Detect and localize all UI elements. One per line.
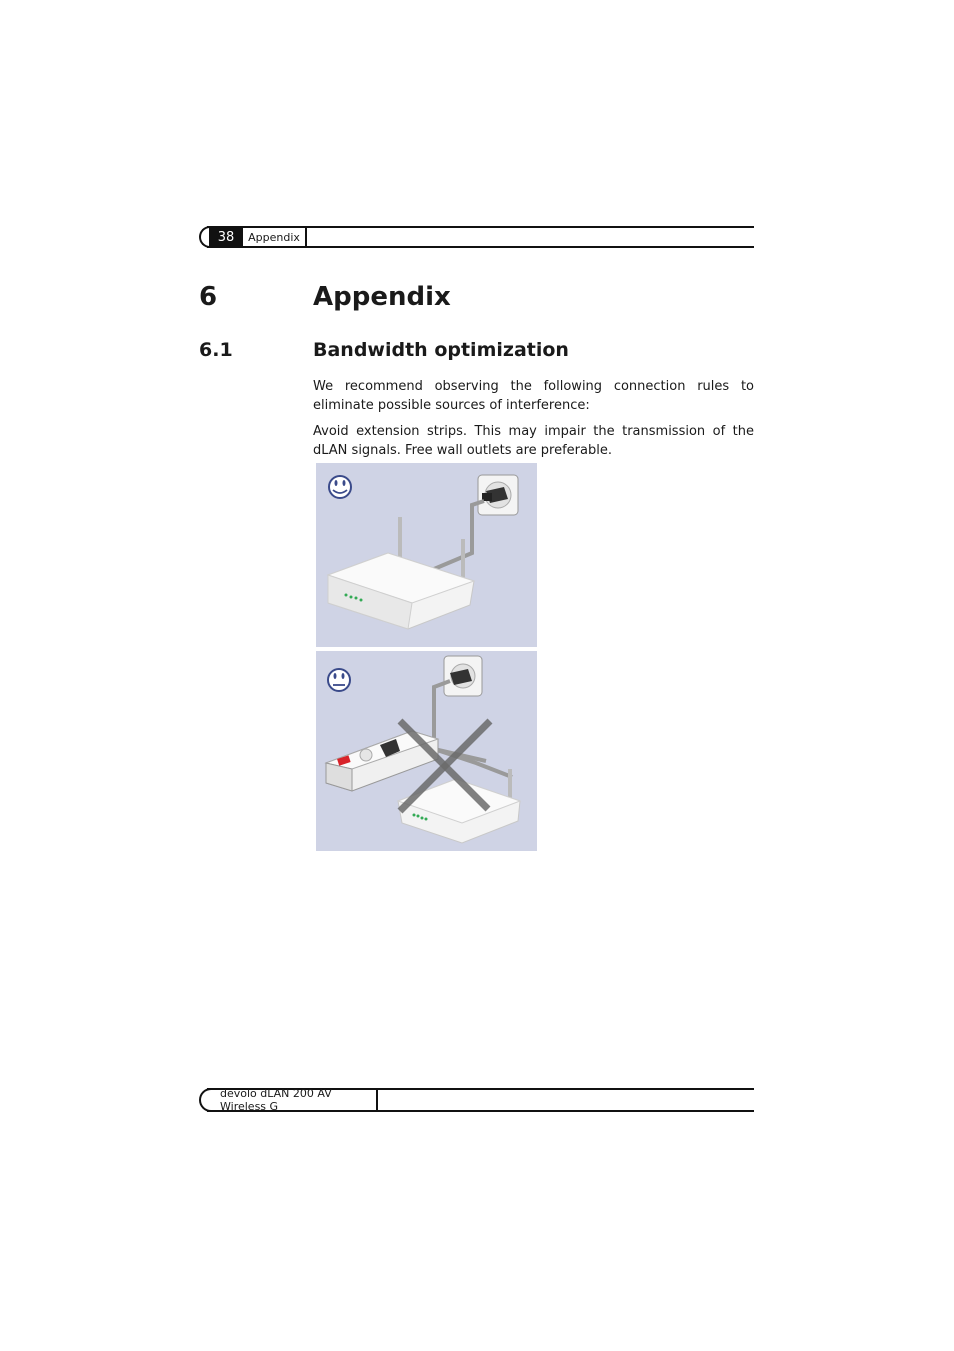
extension-strip-paragraph: Avoid extension strips. This may impair the transmission of the dLAN signals. Free wall outlets are preferable. xyxy=(313,424,754,458)
wall-outlet-icon xyxy=(478,475,518,515)
section-number: 6.1 xyxy=(199,339,233,361)
intro-paragraph: We recommend observing the following connection rules to eliminate possible sources of interference: xyxy=(313,379,754,413)
footer-product-name: devolo dLAN 200 AV Wireless G xyxy=(214,1088,378,1112)
section-title: Bandwidth optimization xyxy=(313,339,569,361)
neutral-face-icon xyxy=(328,669,350,691)
chapter-number: 6 xyxy=(199,282,218,312)
router-icon xyxy=(328,517,474,629)
figure-incorrect-extension-strip xyxy=(316,651,537,851)
figure-correct-wall-outlet xyxy=(316,463,537,647)
header-section-label: Appendix xyxy=(243,226,307,248)
wall-outlet-icon xyxy=(444,656,482,696)
chapter-title: Appendix xyxy=(313,282,451,312)
page-number: 38 xyxy=(209,226,243,248)
happy-face-icon xyxy=(329,476,351,498)
